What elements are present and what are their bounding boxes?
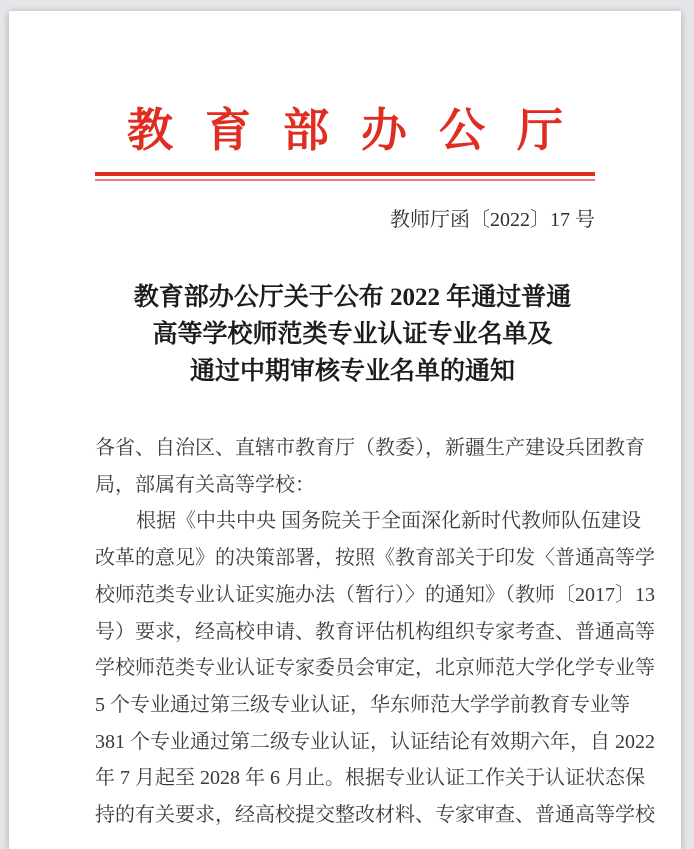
body-line: 各省、自治区、直辖市教育厅（教委），新疆生产建设兵团教育	[95, 437, 645, 459]
salutation	[95, 430, 645, 503]
body-line: 381 个专业通过第二级专业认证，认证结论有效期六年，自 2022	[95, 730, 655, 753]
title-line: 教育部办公厅关于公布 2022 年通过普通	[133, 284, 572, 311]
body-line: 5 个专业通过第三级专业认证，华东师范大学学前教育专业等	[95, 693, 630, 716]
body-line: 改革的意见》的决策部署，按照《教育部关于印发〈普通高等学	[95, 547, 655, 570]
body-line: 号）要求，经高校申请、教育评估机构组织专家考查、普通高等	[95, 620, 655, 643]
title-line: 通过中期审核专业名单的通知	[189, 358, 515, 385]
document-page	[9, 11, 681, 849]
title-line: 高等学校师范类专业认证专业名单及	[152, 321, 553, 348]
body-line: 学校师范类专业认证专家委员会审定，北京师范大学化学专业等	[95, 657, 655, 680]
doc-number: 教师厅函〔2022〕17 号	[390, 209, 595, 231]
letterhead-org-name: 教育部办公厅	[127, 105, 595, 156]
body-line: 根据《中共中央 国务院关于全面深化新时代教师队伍建设	[136, 510, 641, 533]
body-line: 局，部属有关高等学校：	[95, 473, 315, 496]
letterhead-separator-thick-line	[95, 172, 595, 176]
document-body	[95, 430, 655, 834]
body-line: 校师范类专业认证实施办法（暂行）〉的通知》（教师〔2017〕13	[95, 583, 655, 606]
body-line: 持的有关要求，经高校提交整改材料、专家审查、普通高等学校	[95, 804, 655, 827]
body-line: 年 7 月起至 2028 年 6 月止。根据专业认证工作关于认证状态保	[95, 767, 645, 790]
letterhead-separator-thin-line	[95, 179, 595, 181]
document-title	[89, 279, 616, 390]
body-paragraph	[95, 503, 655, 833]
